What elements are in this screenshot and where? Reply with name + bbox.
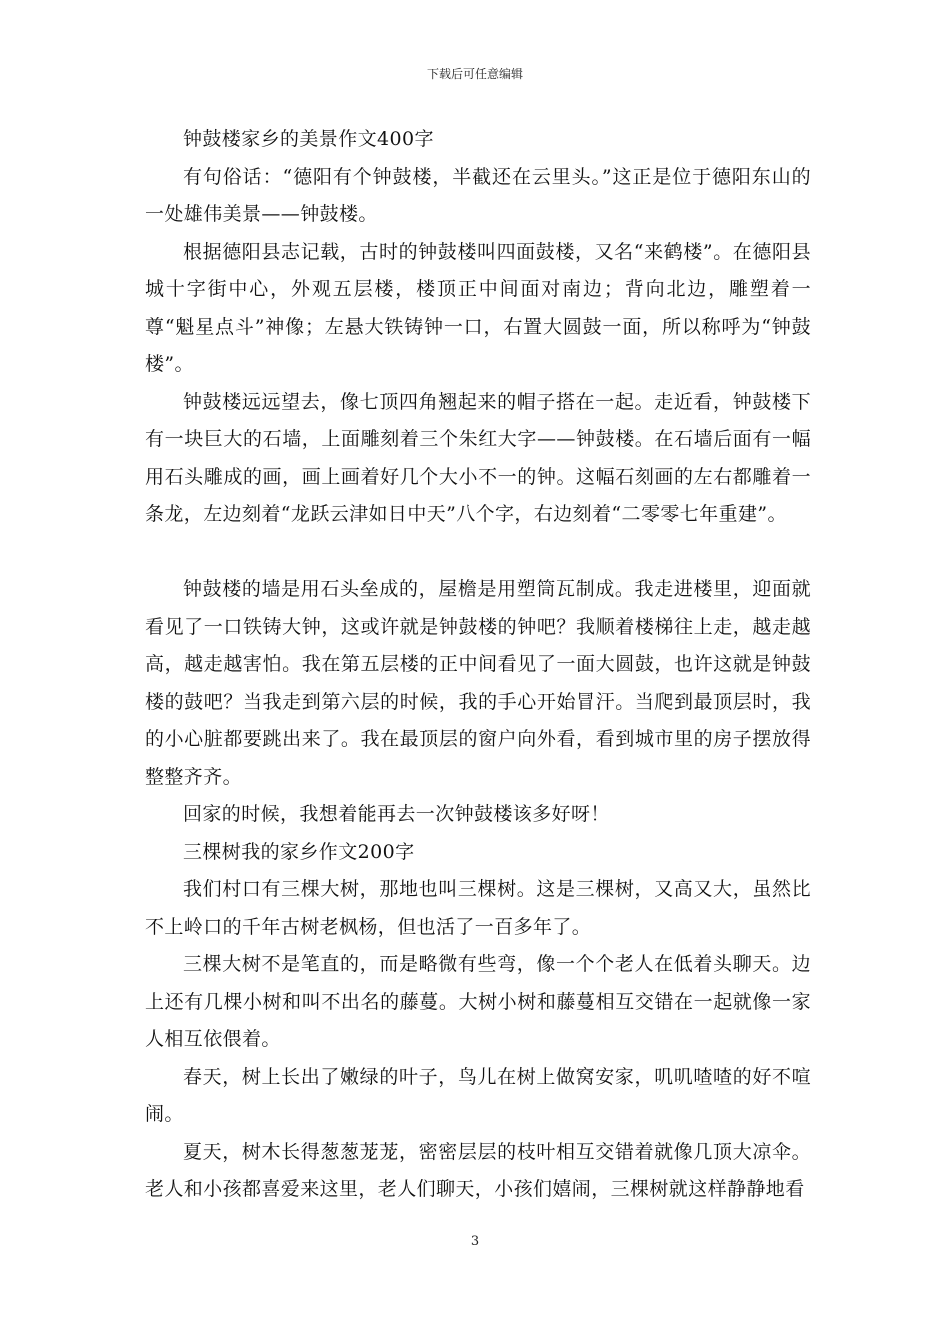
paragraph: 有句俗话：“德阳有个钟鼓楼，半截还在云里头。”这正是位于德阳东山的一处雄伟美景——钟鼓楼。 <box>145 165 811 225</box>
page-number: 3 <box>470 1234 480 1249</box>
page-header: 下载后可任意编辑 <box>426 67 523 81</box>
paragraph: 春天，树上长出了嫩绿的叶子，鸟儿在树上做窝安家，叽叽喳喳的好不喧闹。 <box>145 1065 811 1125</box>
document-body <box>145 121 811 1209</box>
paragraph: 三棵大树不是笔直的，而是略微有些弯，像一个个老人在低着头聊天。边上还有几棵小树和叫不出名的藤蔓。大树小树和藤蔓相互交错在一起就像一家人相互依偎着。 <box>145 953 811 1050</box>
essay-title-1: 钟鼓楼家乡的美景作文400字 <box>183 128 434 150</box>
paragraph: 我们村口有三棵大树，那地也叫三棵树。这是三棵树，又高又大，虽然比不上岭口的千年古树老枫杨，但也活了一百多年了。 <box>145 878 811 938</box>
paragraph: 钟鼓楼的墙是用石头垒成的，屋檐是用塑筒瓦制成。我走进楼里，迎面就看见了一口铁铸大钟，这或许就是钟鼓楼的钟吧？我顺着楼梯往上走，越走越高，越走越害怕。我在第五层楼的正中间看见了一面大圆鼓，也许这就是钟鼓楼的鼓吧？当我走到第六层的时候，我的手心开始冒汗。当爬到最顶层时，我的小心脏都要跳出来了。我在最顶层的窗户向外看，看到城市里的房子摆放得整整齐齐。 <box>145 578 811 788</box>
essay-title-2: 三棵树我的家乡作文200字 <box>183 840 415 863</box>
paragraph: 钟鼓楼远远望去，像七顶四角翘起来的帽子搭在一起。走近看，钟鼓楼下有一块巨大的石墙，上面雕刻着三个朱红大字——钟鼓楼。在石墙后面有一幅用石头雕成的画，画上画着好几个大小不一的钟。这幅石刻画的左右都雕着一条龙，左边刻着“龙跃云津如日中天”八个字，右边刻着“二零零七年重建”。 <box>145 390 811 525</box>
paragraph: 根据德阳县志记载，古时的钟鼓楼叫四面鼓楼，又名“来鹤楼”。在德阳县城十字街中心，外观五层楼，楼顶正中间面对南边；背向北边，雕塑着一尊“魁星点斗”神像；左悬大铁铸钟一口，右置大圆鼓一面，所以称呼为“钟鼓楼”。 <box>145 240 811 375</box>
paragraph: 夏天，树木长得葱葱茏茏，密密层层的枝叶相互交错着就像几顶大凉伞。老人和小孩都喜爱来这里，老人们聊天，小孩们嬉闹，三棵树就这样静静地看 <box>145 1140 811 1200</box>
paragraph: 回家的时候，我想着能再去一次钟鼓楼该多好呀！ <box>183 803 610 825</box>
